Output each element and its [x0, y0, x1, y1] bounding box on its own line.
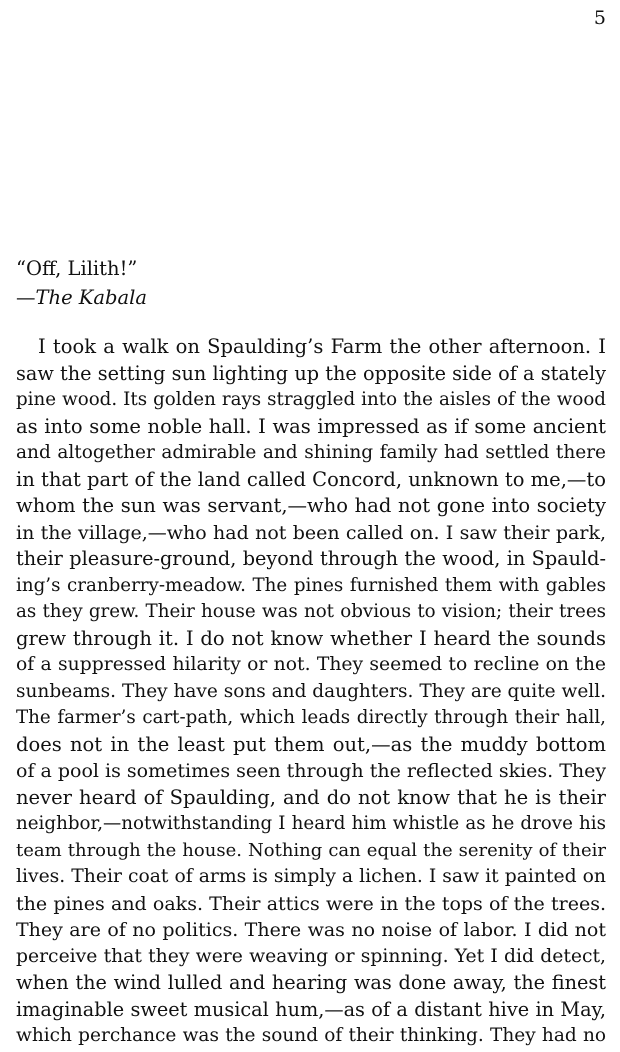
paragraph-line: when the wind lulled and hearing was done away, the finest	[16, 971, 606, 994]
paragraph-line: which perchance was the sound of their thinking. They had no	[16, 1025, 606, 1046]
paragraph-line: in the village,—who had not been called on. I saw their park,	[16, 521, 606, 544]
paragraph-line: They are of no politics. There was no noise of labor. I did not	[16, 919, 606, 941]
paragraph-line: their pleasure-ground, beyond through the wood, in Spauld-	[16, 547, 606, 570]
paragraph-line: in that part of the land called Concord, unknown to me,—to	[16, 467, 606, 491]
paragraph-line: the pines and oaks. Their attics were in the tops of the trees.	[16, 892, 606, 915]
paragraph-line: team through the house. Nothing can equal the serenity of their	[16, 839, 606, 861]
paragraph-line: and altogether admirable and shining family had settled there	[16, 442, 606, 463]
paragraph-line: pine wood. Its golden rays straggled into the aisles of the wood	[16, 389, 606, 410]
paragraph-line: sunbeams. They have sons and daughters. They are quite well.	[16, 680, 606, 702]
paragraph-line: imaginable sweet musical hum,—as of a distant hive in May,	[16, 997, 606, 1021]
paragraph-line: as they grew. Their house was not obvious to vision; their trees	[16, 601, 606, 622]
epigraph-quote: “Off, Lilith!”	[16, 257, 138, 280]
paragraph-line: saw the setting sun lighting up the opposite side of a stately	[16, 361, 606, 385]
paragraph-line: I took a walk on Spaulding’s Farm the other afternoon. I	[38, 335, 606, 358]
paragraph-line: does not in the least put them out,—as the muddy bottom	[16, 732, 606, 756]
paragraph-line: of a suppressed hilarity or not. They seemed to recline on the	[16, 654, 606, 675]
epigraph-source	[16, 283, 606, 312]
paragraph-line: neighbor,—notwithstanding I heard him whistle as he drove his	[16, 813, 606, 834]
paragraph-line: grew through it. I do not know whether I heard the sounds	[16, 626, 606, 650]
epigraph-source-title: The Kabala	[35, 286, 147, 309]
paragraph-line: of a pool is sometimes seen through the reflected skies. They	[16, 760, 606, 782]
paragraph-line: lives. Their coat of arms is simply a lichen. I saw it painted on	[16, 866, 606, 887]
paragraph-line: ing’s cranberry-meadow. The pines furnished them with gables	[16, 574, 606, 596]
paragraph-line: perceive that they were weaving or spinning. Yet I did detect,	[16, 945, 606, 967]
epigraph-source-dash: —	[16, 286, 36, 309]
page-number: 5	[593, 7, 606, 29]
epigraph	[16, 254, 606, 312]
paragraph-line: never heard of Spaulding, and do not know that he is their	[16, 785, 606, 809]
paragraph-line: The farmer’s cart-path, which leads directly through their hall,	[16, 707, 606, 728]
body-paragraph	[16, 334, 606, 1050]
paragraph-line: as into some noble hall. I was impressed as if some ancient	[16, 414, 606, 438]
paragraph-line: whom the sun was servant,—who had not gone into society	[16, 494, 606, 517]
